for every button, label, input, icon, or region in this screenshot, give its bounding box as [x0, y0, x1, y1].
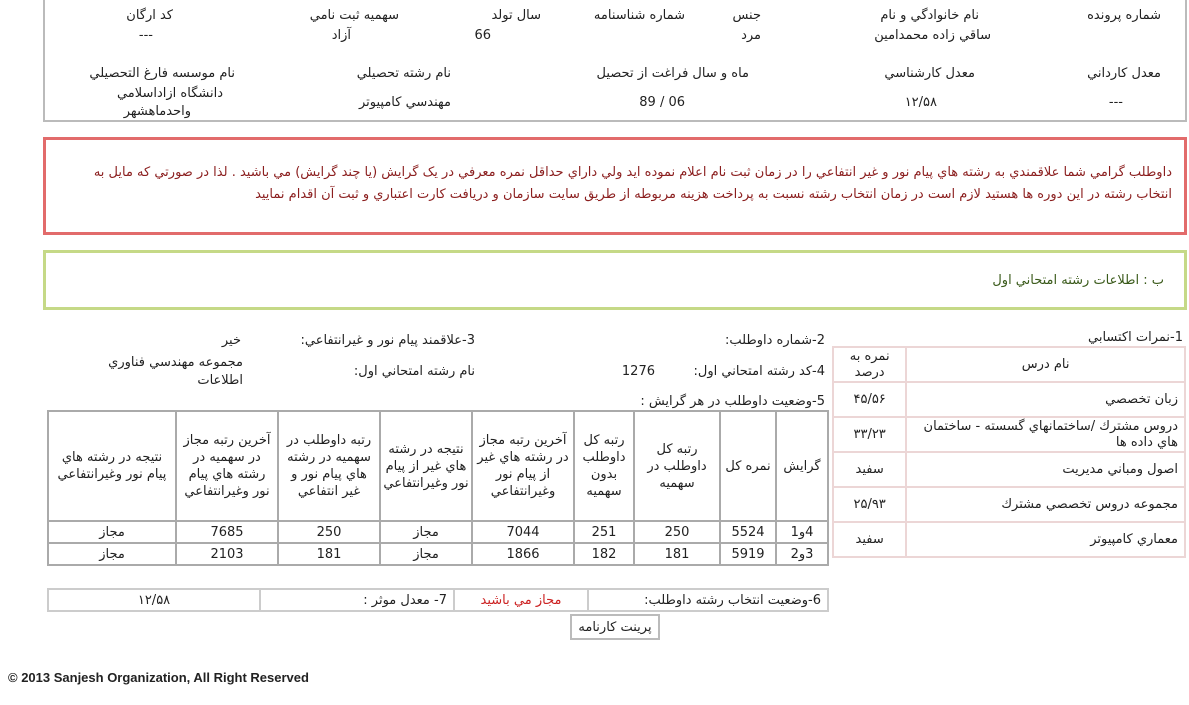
selection-status-row	[48, 589, 828, 611]
course-score: ۴۵/۵۶	[833, 382, 906, 417]
table-row	[48, 543, 828, 565]
effective-gpa-label: 7- معدل موثر :	[260, 589, 454, 611]
institute-value-line2: واحدماهشهر	[123, 104, 191, 119]
status-title: 5-وضعيت داوطلب در هر گرايش :	[640, 394, 825, 409]
last-rank-cell: 7044	[472, 521, 574, 543]
file-number-label: شماره پرونده	[1087, 8, 1161, 23]
warning-text: داوطلب گرامي شما علاقمندي به رشته هاي پيام نور و غير انتفاعي را در زمان ثبت نام اعلام نموده ايد ولي داراي حداقل نمره معرفي در يک گرايش (يا چند گرايش) مي باشيد . لذا در صورتي که مايل به انتخاب رشته در اين دوره ها هستيد لازم است در زمان انتخاب رشته نسبت به پرداخت هزينه مربوطه از طريق سايت سازمان و دريافت كارت اعتباري و ثبت آن اقدام نماييد	[93, 165, 1172, 202]
course-score: سفيد	[833, 452, 906, 487]
score-header-line2: درصد	[854, 364, 885, 380]
course-name: مجموعه دروس تخصصي مشترك	[906, 487, 1185, 522]
candidate-number-label: 2-شماره داوطلب:	[724, 333, 825, 348]
course-score: ۲۵/۹۳	[833, 487, 906, 522]
table-row	[833, 382, 1185, 417]
section-title: ب : اطلاعات رشته امتحاني اول	[992, 273, 1164, 288]
associate-gpa-label: معدل كارداني	[1087, 66, 1161, 81]
graduation-value: 89 / 06	[639, 95, 685, 110]
result-pn-cell: مجاز	[48, 521, 176, 543]
gender-label: جنس	[732, 8, 761, 23]
exam-field-code-value: 1276	[621, 364, 655, 379]
associate-gpa-value: ---	[1108, 95, 1123, 110]
interest-value: خير	[221, 333, 241, 348]
copyright: © 2013 Sanjesh Organization, All Right Reserved	[8, 670, 309, 685]
last-rank-pn-cell: 2103	[176, 543, 278, 565]
course-name: اصول ومباني مديريت	[906, 452, 1185, 487]
org-code-value: ---	[138, 28, 153, 43]
rank-noquota-cell: 251	[574, 521, 634, 543]
result-cell: مجاز	[380, 521, 472, 543]
total-cell: 5524	[720, 521, 776, 543]
exam-field-code-label: 4-كد رشته امتحاني اول:	[693, 364, 825, 379]
selection-value: مجاز مي باشيد	[454, 589, 588, 611]
birth-year-value: 66	[474, 28, 491, 43]
exam-field-name-label: نام رشته امتحاني اول:	[353, 364, 475, 379]
score-header	[833, 347, 906, 382]
result-cell: مجاز	[380, 543, 472, 565]
status-header-row	[48, 411, 828, 521]
table-row	[833, 417, 1185, 452]
score-header-line1: نمره به	[849, 348, 890, 364]
course-name: دروس مشترك /ساختمانهاي گسسته - ساختمان هاي داده ها	[906, 417, 1185, 452]
effective-gpa-value: ۱۲/۵۸	[48, 589, 260, 611]
course-score: ۳۳/۲۳	[833, 417, 906, 452]
course-name: زبان تخصصي	[906, 382, 1185, 417]
course-name: معماري كامپيوتر	[906, 522, 1185, 557]
grades-header-row	[833, 347, 1185, 382]
grades-title: 1-نمرات اكتسابي	[1088, 330, 1183, 345]
candidate-info-panel	[43, 0, 1187, 122]
col-last-rank: آخرين رتبه مجاز در رشته هاي غير از پيام نور وغيرانتفاعي	[472, 411, 574, 521]
quota-value: آزاد	[331, 28, 351, 43]
result-pn-cell: مجاز	[48, 543, 176, 565]
col-result: نتيجه در رشته هاي غير از پيام نور وغيرانتفاعي	[380, 411, 472, 521]
grades-table	[832, 346, 1186, 558]
exam-field-name-value-line2: اطلاعات	[197, 373, 243, 388]
graduation-label: ماه و سال فراغت از تحصيل	[596, 66, 749, 81]
course-score: سفيد	[833, 522, 906, 557]
quota-label: سهميه ثبت نامي	[309, 8, 399, 23]
total-cell: 5919	[720, 543, 776, 565]
col-last-rank-pn: آخرين رتبه مجاز در سهميه در رشته هاي پيام نور وغيرانتفاعي	[176, 411, 278, 521]
status-table	[47, 410, 829, 566]
col-rank-pn: رتبه داوطلب در سهميه در رشته هاي پيام نور و غير انتفاعي	[278, 411, 380, 521]
last-rank-pn-cell: 7685	[176, 521, 278, 543]
interest-label: 3-علاقمند پيام نور و غيرانتفاعي:	[300, 333, 475, 348]
table-row	[833, 522, 1185, 557]
name-value: ساقي زاده محمدامين	[874, 28, 991, 43]
rank-pn-cell: 250	[278, 521, 380, 543]
birth-year-label: سال تولد	[491, 8, 541, 23]
table-row	[833, 452, 1185, 487]
selection-label: 6-وضعيت انتخاب رشته داوطلب:	[588, 589, 828, 611]
table-row	[833, 487, 1185, 522]
col-rank-noquota: رتبه كل داوطلب بدون سهميه	[574, 411, 634, 521]
field-value: مهندسي كامپيوتر	[358, 95, 451, 110]
gender-value: مرد	[741, 28, 761, 43]
bachelor-gpa-value: ۱۲/۵۸	[904, 95, 937, 110]
col-result-pn: نتيجه در رشته هاي پيام نور وغيرانتفاعي	[48, 411, 176, 521]
track-cell: 3و2	[776, 543, 828, 565]
col-rank-quota: رتبه كل داوطلب در سهميه	[634, 411, 720, 521]
institute-value-line1: دانشگاه ازاداسلامي	[116, 86, 223, 101]
org-code-label: كد ارگان	[126, 8, 173, 23]
col-track: گرايش	[776, 411, 828, 521]
course-header: نام درس	[906, 347, 1185, 382]
section-header	[43, 250, 1187, 310]
col-total: نمره كل	[720, 411, 776, 521]
institute-label: نام موسسه فارغ التحصيلي	[89, 66, 235, 81]
rank-pn-cell: 181	[278, 543, 380, 565]
id-number-label: شماره شناسنامه	[593, 8, 685, 23]
warning-box	[43, 137, 1187, 235]
selection-status-table	[47, 588, 829, 612]
exam-field-name-value-line1: مجموعه مهندسي فناوري	[108, 355, 243, 370]
rank-quota-cell: 250	[634, 521, 720, 543]
rank-quota-cell: 181	[634, 543, 720, 565]
table-row	[48, 521, 828, 543]
bachelor-gpa-label: معدل كارشناسي	[884, 66, 975, 81]
rank-noquota-cell: 182	[574, 543, 634, 565]
field-label: نام رشته تحصيلي	[356, 66, 451, 81]
print-report-button[interactable]: پرينت كارنامه	[570, 614, 660, 640]
track-cell: 4و1	[776, 521, 828, 543]
name-label: نام خانوادگي و نام	[880, 8, 979, 23]
last-rank-cell: 1866	[472, 543, 574, 565]
